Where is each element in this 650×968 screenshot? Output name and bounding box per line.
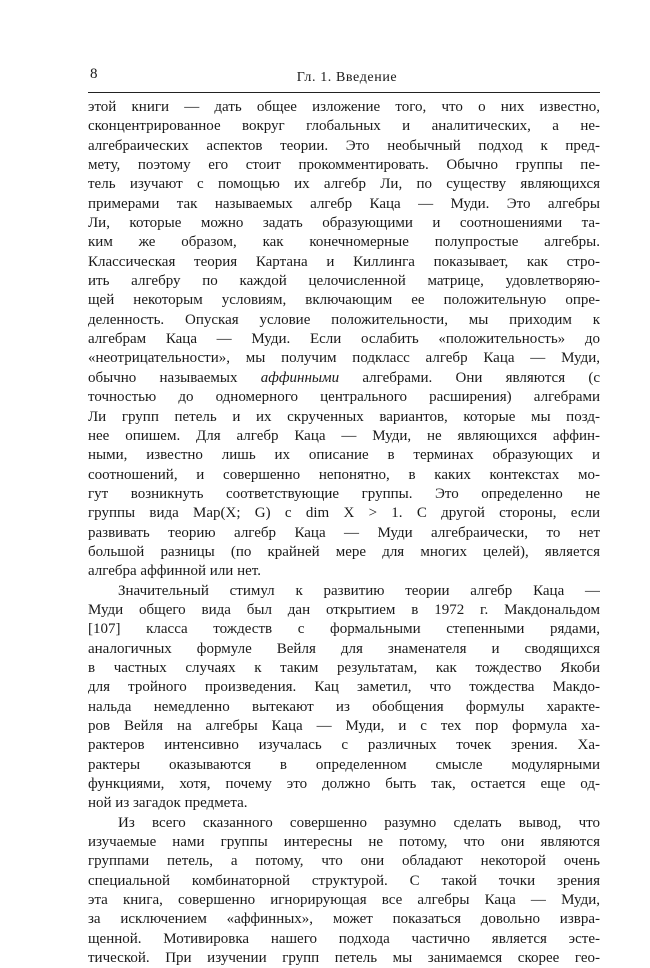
text-line: ров Вейля на алгебры Каца — Муди, и с тех пор формула ха- bbox=[88, 718, 600, 734]
paragraph-2 bbox=[88, 582, 600, 814]
text-line: алгебрам Каца — Муди. Если ослабить «положительность» до bbox=[88, 331, 600, 348]
text-line: тической. При изучении групп петель мы занимаемся скорее гео- bbox=[88, 950, 600, 967]
text-line: для тройного произведения. Кац заметил, что тождества Макдо- bbox=[88, 679, 600, 696]
text-line: нальда немедленно вытекают из обобщения формулы характе- bbox=[88, 698, 600, 715]
text-line: функциями, хотя, почему это должно быть так, остается еще од- bbox=[88, 776, 600, 793]
italic-term: аффинными bbox=[260, 369, 340, 386]
text-line: алгебра аффинной или нет. bbox=[88, 563, 261, 580]
text-line: рактеры оказываются в определенном смысле модулярными bbox=[88, 756, 600, 773]
paragraph-3 bbox=[88, 814, 600, 968]
text-line: обычно называемых аффинными алгебрами. Они являются (с bbox=[88, 369, 600, 386]
text-line: специальной комбинаторной структурой. С такой точки зрения bbox=[88, 872, 600, 889]
text-line: за исключением «аффинных», может показаться довольно извра- bbox=[88, 911, 600, 928]
text-line: ной из загадок предмета. bbox=[88, 795, 248, 812]
text-line: тель изучают с помощью их алгебр Ли, по существу являющихся bbox=[88, 176, 600, 193]
text-line: нее опишем. Для алгебр Каца — Муди, не являющихся аффин- bbox=[88, 427, 600, 444]
page-number: 8 bbox=[90, 66, 98, 82]
text-line: соотношений, и совершенно непонятно, в каких контекстах мо- bbox=[88, 466, 600, 483]
text-line: Ли групп петель и их скрученных вариантов, которые мы позд- bbox=[88, 408, 600, 425]
text-line: алгебраических аспектов теории. Это необычный подход к пред- bbox=[88, 137, 600, 154]
text-line: развивать теорию алгебр Каца — Муди алгебраически, то нет bbox=[88, 524, 600, 541]
page-body bbox=[88, 98, 600, 968]
text-line: ными, известно лишь их описание в терминах образующих и bbox=[88, 447, 600, 464]
paragraph-1 bbox=[88, 98, 600, 582]
chapter-title: Гл. 1. Введение bbox=[296, 70, 398, 85]
text-line: большой разницы (по крайней мере для многих целей), является bbox=[88, 543, 600, 560]
text-line: Муди общего вида был дан открытием в 1972 г. Макдональдом bbox=[88, 601, 600, 618]
text-line: точностью до одномерного центрального расширения) алгебрами bbox=[88, 389, 600, 406]
text-line: щей некоторым условиям, включающим ее положительную опре- bbox=[88, 292, 600, 309]
text-line: «неотрицательности», мы получим подкласс алгебр Каца — Муди, bbox=[88, 350, 600, 367]
text-line: аналогичных формуле Вейля для знаменателя и сводящихся bbox=[88, 640, 600, 657]
text-line: щенной. Мотивировка нашего подхода частично является эсте- bbox=[88, 930, 600, 947]
header-rule bbox=[88, 92, 600, 93]
text-line: Ли, которые можно задать образующими и соотношениями та- bbox=[88, 215, 600, 232]
text-line: Значительный стимул к развитию теории алгебр Каца — bbox=[118, 582, 600, 599]
text-line: Из всего сказанного совершенно разумно сделать вывод, что bbox=[118, 814, 600, 831]
text-line: деленность. Опуская условие положительности, мы приходим к bbox=[88, 311, 600, 328]
text-line: эта книга, совершенно игнорирующая все алгебры Каца — Муди, bbox=[88, 892, 600, 909]
text-line: сконцентрированное вокруг глобальных и аналитических, а не- bbox=[88, 118, 600, 135]
text-line: гут возникнуть соответствующие группы. Это определенно не bbox=[88, 485, 600, 502]
text-line: изучаемые нами группы интересны не потому, что они являются bbox=[88, 834, 600, 851]
text-line: группы вида Map(X; G) с dim X > 1. С другой стороны, если bbox=[88, 505, 600, 522]
text-line: этой книги — дать общее изложение того, что о них известно, bbox=[88, 99, 600, 115]
text-line: Классическая теория Картана и Киллинга показывает, как стро- bbox=[88, 253, 600, 270]
text-line: [107] класса тождеств с формальными степенными рядами, bbox=[88, 621, 600, 638]
running-head bbox=[0, 70, 650, 86]
text-line: мету, поэтому его стоит прокомментировать. Обычно группы пе- bbox=[88, 157, 600, 174]
text-line: ким же образом, как конечномерные полупростые алгебры. bbox=[88, 234, 600, 251]
text-line: группами петель, а потому, что они обладают некоторой очень bbox=[88, 853, 600, 870]
text-line: ить алгебру по каждой целочисленной матрице, удовлетворяю- bbox=[88, 273, 600, 290]
text-line: рактеров интенсивно изучалась с различных точек зрения. Ха- bbox=[88, 737, 600, 754]
text-line: примерами так называемых алгебр Каца — Муди. Это алгебры bbox=[88, 195, 600, 212]
text-line: в частных случаях к таким результатам, как тождество Якоби bbox=[88, 659, 600, 676]
